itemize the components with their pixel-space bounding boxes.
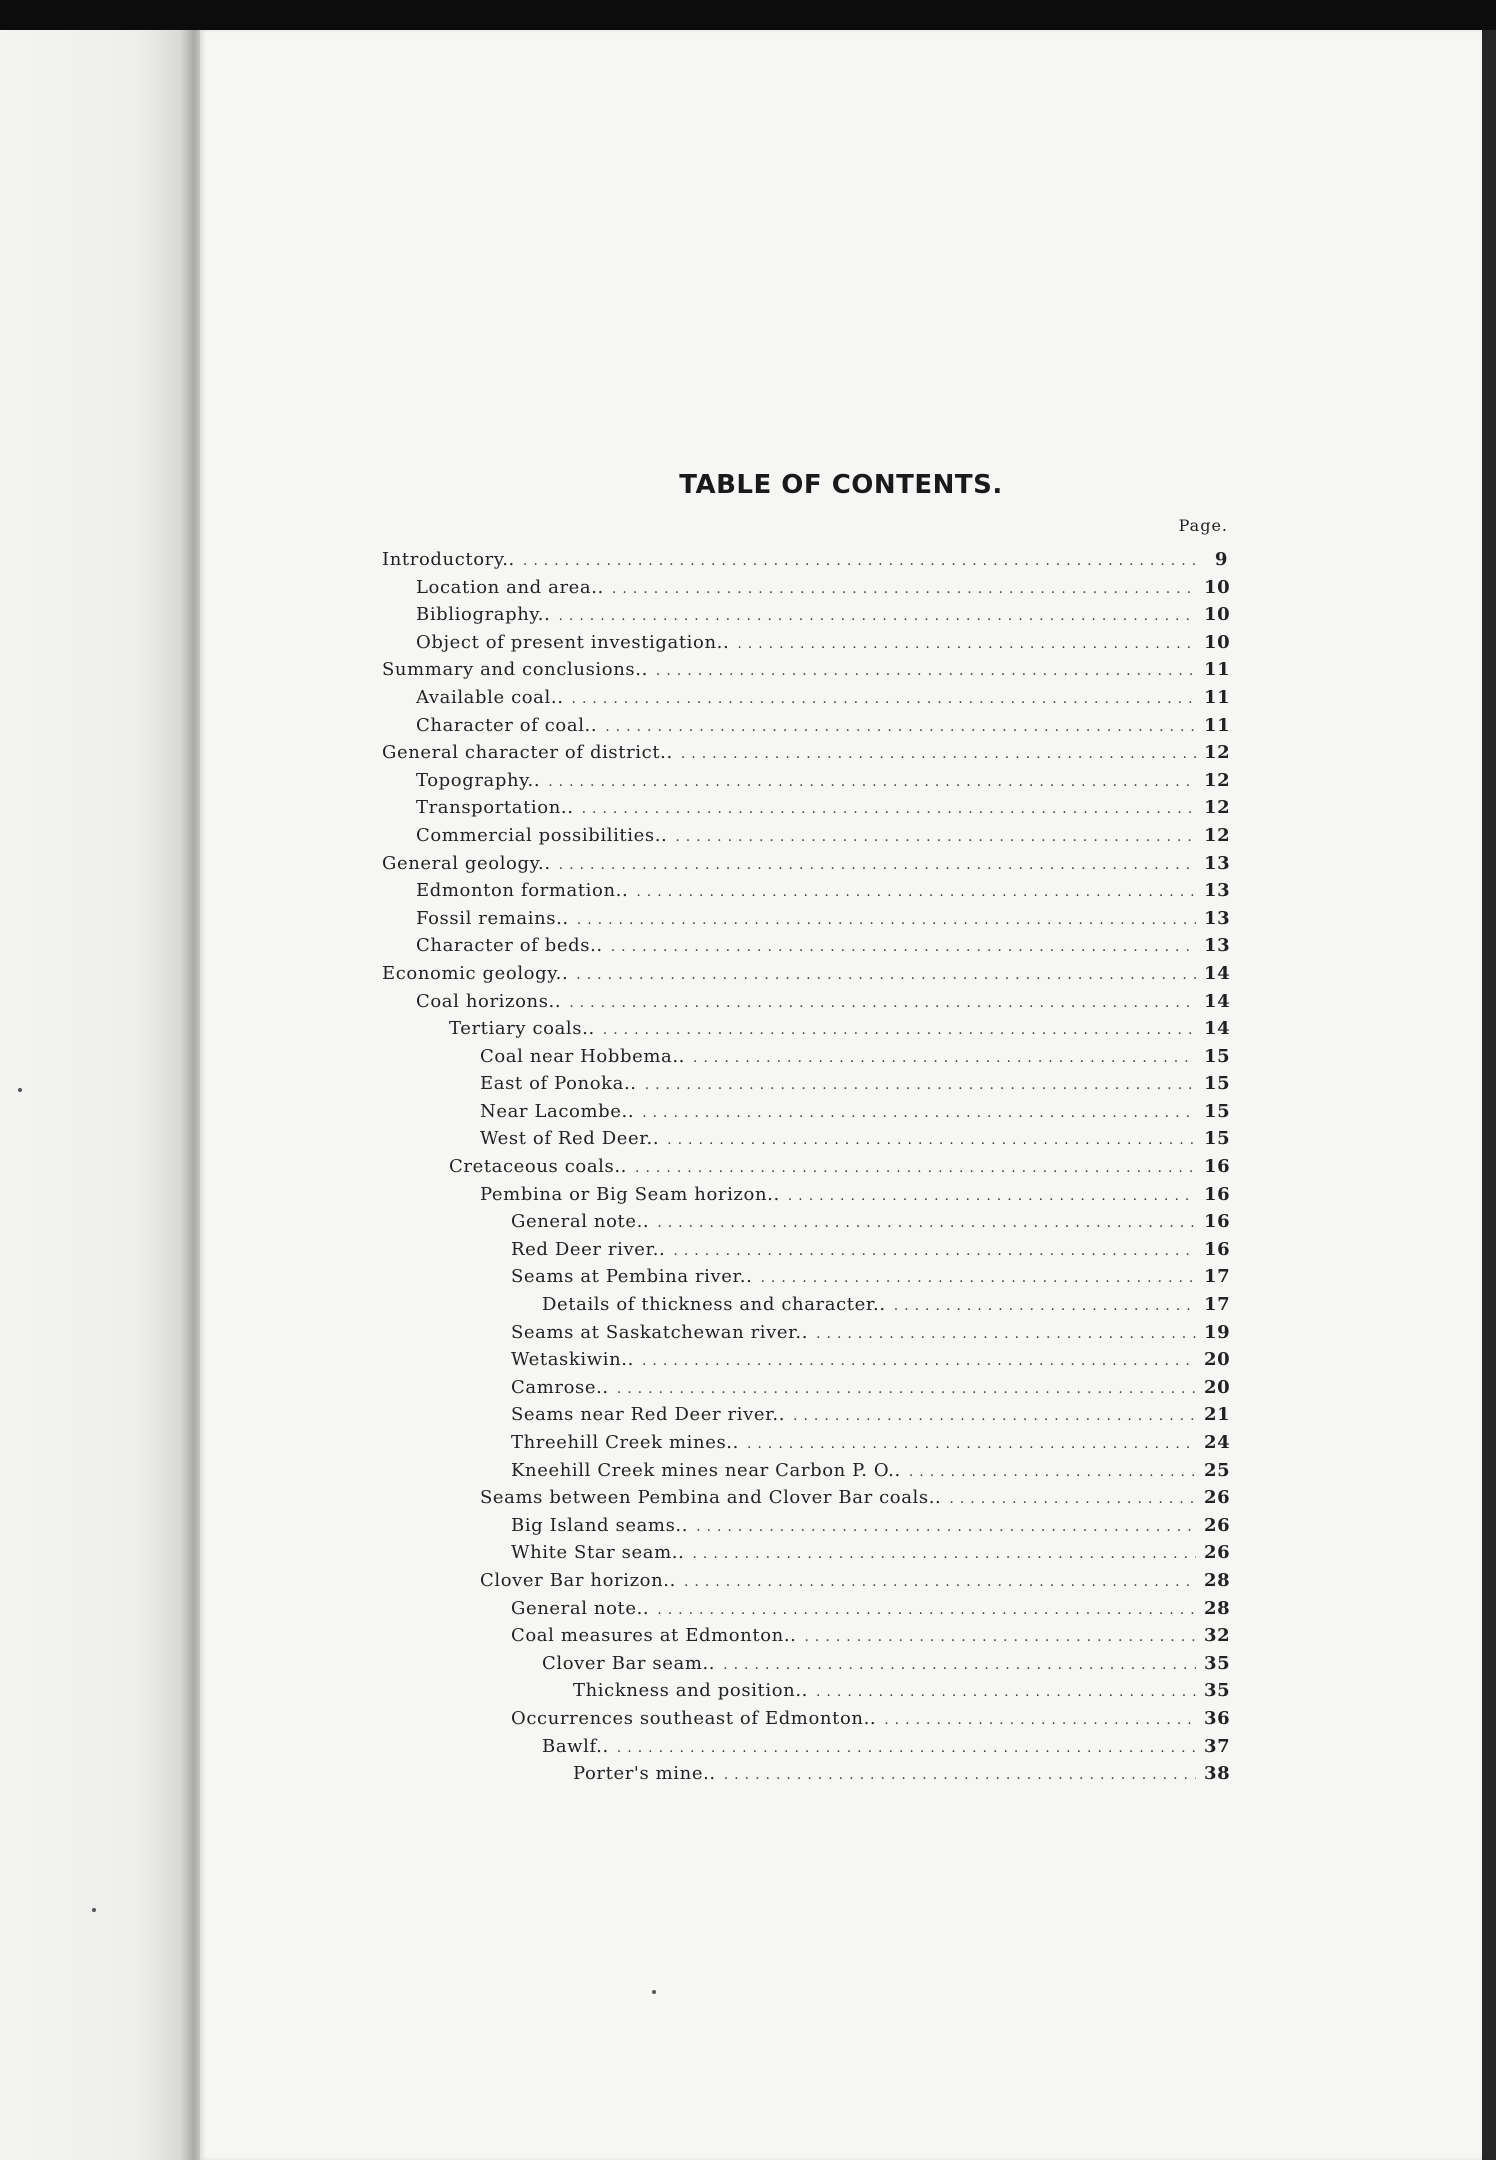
toc-entry-page: 9 [1214, 549, 1228, 570]
dot-leader [548, 774, 1196, 790]
toc-entry-page: 28 [1204, 1597, 1231, 1619]
toc-entry-page: 15 [1204, 1100, 1231, 1122]
toc-entry-text: Topography.. [416, 769, 541, 791]
toc-entry-text: Coal near Hobbema.. [480, 1045, 685, 1067]
page-column-header: Page. [1178, 516, 1228, 535]
toc-entry [382, 1376, 1231, 1405]
toc-entry [382, 1183, 1231, 1212]
dot-leader [760, 1270, 1196, 1286]
toc-entry-page: 24 [1204, 1432, 1231, 1453]
page-speck [18, 1088, 22, 1092]
toc-entry-page: 11 [1204, 659, 1231, 681]
toc-entry-text: Clover Bar horizon.. [480, 1569, 676, 1591]
toc-entry [382, 1707, 1231, 1736]
dot-leader [681, 746, 1196, 762]
toc-entry-page: 21 [1204, 1404, 1231, 1426]
toc-entry-text: Introductory.. [382, 549, 515, 570]
toc-entry-text: East of Ponoka.. [480, 1073, 637, 1095]
toc-entry-text: Thickness and position.. [573, 1680, 808, 1702]
toc-entry [382, 880, 1231, 908]
dot-leader [949, 1491, 1196, 1507]
dot-leader [693, 1050, 1196, 1066]
toc-entry-text: Economic geology.. [382, 962, 569, 984]
toc-entry-page: 13 [1204, 880, 1231, 902]
dot-leader [612, 581, 1196, 597]
dot-leader [642, 1105, 1196, 1121]
toc-entry-text: Clover Bar seam.. [542, 1652, 716, 1674]
dot-leader [523, 553, 1196, 569]
toc-entry [382, 935, 1231, 963]
toc-entry-text: Bawlf.. [542, 1735, 609, 1757]
right-border [1482, 30, 1496, 2160]
dot-leader [617, 1381, 1196, 1397]
toc-entry-page: 11 [1204, 686, 1231, 708]
toc-entry-text: Threehill Creek mines.. [511, 1432, 739, 1453]
toc-entry [382, 1432, 1231, 1460]
toc-entry-text: Coal measures at Edmonton.. [511, 1625, 797, 1647]
toc-entry-page: 17 [1204, 1294, 1231, 1316]
toc-entry-page: 11 [1204, 714, 1231, 736]
toc-entry-text: Seams near Red Deer river.. [511, 1404, 786, 1426]
toc-entry [382, 907, 1231, 936]
toc-entry [382, 631, 1231, 660]
dot-leader [804, 1629, 1196, 1645]
toc-entry-text: West of Red Deer.. [480, 1128, 660, 1150]
toc-entry [382, 1156, 1231, 1184]
toc-entry-text: Occurrences southeast of Edmonton.. [511, 1707, 877, 1729]
dot-leader [667, 1132, 1196, 1148]
dot-leader [884, 1712, 1196, 1728]
dot-leader [793, 1408, 1196, 1424]
toc-entry-text: Camrose.. [511, 1376, 609, 1398]
toc-entry [382, 1073, 1231, 1101]
toc-entry-page: 20 [1204, 1376, 1231, 1398]
toc-entry [382, 714, 1231, 743]
toc-entry [382, 990, 1231, 1019]
toc-entry-page: 28 [1204, 1569, 1231, 1591]
toc-entry [382, 1349, 1231, 1377]
toc-entry-text: Character of beds.. [416, 935, 603, 957]
toc-entry-page: 12 [1204, 797, 1231, 819]
toc-entry [382, 686, 1231, 715]
toc-entry-text: Kneehill Creek mines near Carbon P. O.. [511, 1459, 901, 1481]
toc-entry-page: 10 [1204, 631, 1231, 653]
toc-entry [382, 1128, 1231, 1156]
toc-entry [382, 1294, 1231, 1322]
toc-entry [382, 962, 1231, 991]
toc-entry [382, 1404, 1231, 1432]
toc-entry-text: Object of present investigation.. [416, 631, 730, 653]
toc-entry-text: General geology.. [382, 852, 551, 874]
toc-entry-page: 25 [1204, 1459, 1231, 1481]
toc-entry-text: General character of district.. [382, 742, 673, 764]
dot-leader [577, 912, 1196, 928]
toc-entry [382, 1211, 1231, 1239]
toc-entry-page: 35 [1204, 1652, 1231, 1674]
dot-leader [576, 967, 1196, 983]
toc-entry [382, 1018, 1231, 1046]
dot-leader [657, 1602, 1196, 1618]
toc-entry [382, 1763, 1231, 1791]
dot-leader [572, 691, 1196, 707]
dot-leader [894, 1298, 1196, 1314]
toc-entry-text: Edmonton formation.. [416, 880, 629, 902]
toc-entry-text: Bibliography.. [416, 604, 551, 626]
toc-entry [382, 1652, 1231, 1681]
toc-entry-text: Pembina or Big Seam horizon.. [480, 1183, 780, 1205]
toc-entry [382, 852, 1231, 881]
toc-entry-page: 26 [1204, 1542, 1231, 1564]
dot-leader [692, 1546, 1196, 1562]
dot-leader [645, 1077, 1196, 1093]
dot-leader [642, 1353, 1196, 1369]
toc-list [382, 549, 1231, 1791]
toc-entry-page: 15 [1204, 1073, 1231, 1095]
toc-entry-page: 35 [1204, 1680, 1231, 1702]
dot-leader [635, 1160, 1196, 1176]
toc-entry-text: General note.. [511, 1597, 650, 1619]
toc-entry-page: 15 [1204, 1128, 1231, 1150]
dot-leader [657, 1215, 1196, 1231]
toc-entry-page: 37 [1204, 1735, 1231, 1757]
toc-entry [382, 769, 1231, 798]
toc-entry-text: Commercial possibilities.. [416, 824, 668, 846]
dot-leader [617, 1740, 1196, 1756]
toc-entry [382, 576, 1231, 605]
toc-entry [382, 797, 1231, 825]
toc-title: TABLE OF CONTENTS. [679, 470, 1003, 500]
toc-entry [382, 1045, 1231, 1074]
toc-entry-text: Seams between Pembina and Clover Bar coals.. [480, 1487, 942, 1509]
toc-entry-text: Porter's mine.. [573, 1763, 716, 1785]
toc-entry [382, 1680, 1231, 1708]
dot-leader [816, 1684, 1196, 1700]
dot-leader [582, 801, 1196, 817]
toc-entry [382, 1542, 1231, 1570]
page-speck [652, 1990, 656, 1994]
toc-entry-text: Tertiary coals.. [449, 1018, 595, 1040]
dot-leader [558, 608, 1196, 624]
dot-leader [723, 1657, 1196, 1673]
dot-leader [603, 1022, 1196, 1038]
toc-entry-text: White Star seam.. [511, 1542, 685, 1564]
toc-entry-text: Available coal.. [416, 686, 564, 708]
toc-entry [382, 1597, 1231, 1626]
toc-entry-page: 13 [1204, 907, 1231, 929]
toc-entry-page: 20 [1204, 1349, 1231, 1371]
dot-leader [611, 939, 1196, 955]
toc-entry [382, 824, 1231, 853]
toc-entry-page: 19 [1204, 1321, 1231, 1343]
toc-entry [382, 1735, 1231, 1764]
dot-leader [569, 995, 1196, 1011]
toc-entry [382, 1514, 1231, 1543]
dot-leader [636, 884, 1196, 900]
toc-entry-text: Summary and conclusions.. [382, 659, 648, 681]
toc-entry-text: Wetaskiwin.. [511, 1349, 634, 1371]
dot-leader [673, 1243, 1196, 1259]
toc-entry-page: 12 [1204, 824, 1231, 846]
toc-entry-page: 26 [1204, 1487, 1231, 1509]
dot-leader [684, 1574, 1196, 1590]
toc-entry-page: 36 [1204, 1707, 1231, 1729]
toc-entry-page: 10 [1204, 604, 1231, 626]
dot-leader [559, 857, 1196, 873]
toc-entry [382, 1321, 1231, 1350]
toc-entry-page: 13 [1204, 935, 1231, 957]
toc-entry-text: Transportation.. [416, 797, 574, 819]
toc-entry-page: 10 [1204, 576, 1231, 598]
toc-entry [382, 1100, 1231, 1129]
toc-entry-page: 14 [1204, 1018, 1231, 1040]
toc-entry-text: Character of coal.. [416, 714, 598, 736]
dot-leader [605, 719, 1196, 735]
toc-entry-text: Seams at Pembina river.. [511, 1266, 753, 1288]
toc-entry-text: Cretaceous coals.. [449, 1156, 628, 1178]
top-border [0, 0, 1496, 30]
dot-leader [675, 829, 1196, 845]
dot-leader [737, 636, 1196, 652]
toc-entry-page: 12 [1204, 742, 1231, 764]
toc-entry-page: 15 [1204, 1045, 1231, 1067]
toc-entry [382, 1487, 1231, 1515]
toc-entry-text: Coal horizons.. [416, 990, 562, 1012]
toc-entry-text: Near Lacombe.. [480, 1100, 635, 1122]
toc-entry-text: Big Island seams.. [511, 1514, 689, 1536]
dot-leader [747, 1436, 1196, 1452]
dot-leader [696, 1519, 1196, 1535]
toc-entry [382, 1238, 1231, 1267]
toc-entry [382, 604, 1231, 632]
dot-leader [816, 1326, 1196, 1342]
toc-entry [382, 1625, 1231, 1653]
toc-entry-page: 32 [1204, 1625, 1231, 1647]
dot-leader [788, 1188, 1196, 1204]
toc-entry [382, 659, 1231, 687]
toc-entry-page: 12 [1204, 769, 1231, 791]
toc-entry-text: General note.. [511, 1211, 650, 1233]
toc-entry [382, 549, 1228, 577]
toc-entry-text: Fossil remains.. [416, 907, 569, 929]
toc-entry-page: 14 [1204, 962, 1231, 984]
toc-entry-page: 17 [1204, 1266, 1231, 1288]
toc-entry-page: 16 [1204, 1238, 1231, 1260]
toc-entry-text: Seams at Saskatchewan river.. [511, 1321, 809, 1343]
toc-entry-page: 16 [1204, 1156, 1231, 1178]
toc-entry-text: Red Deer river.. [511, 1238, 666, 1260]
toc-entry [382, 1569, 1231, 1598]
toc-entry-page: 38 [1204, 1763, 1231, 1785]
toc-entry-text: Details of thickness and character.. [542, 1294, 886, 1316]
toc-entry [382, 742, 1231, 770]
dot-leader [656, 663, 1196, 679]
toc-entry-page: 16 [1204, 1183, 1231, 1205]
dot-leader [909, 1464, 1196, 1480]
page-speck [92, 1908, 96, 1912]
toc-entry [382, 1266, 1231, 1294]
dot-leader [724, 1767, 1196, 1783]
toc-entry-page: 16 [1204, 1211, 1231, 1233]
left-page-leaf [0, 30, 200, 2160]
toc-entry-text: Location and area.. [416, 576, 604, 598]
toc-entry-page: 26 [1204, 1514, 1231, 1536]
toc-entry [382, 1459, 1231, 1488]
toc-entry-page: 13 [1204, 852, 1231, 874]
toc-entry-page: 14 [1204, 990, 1231, 1012]
